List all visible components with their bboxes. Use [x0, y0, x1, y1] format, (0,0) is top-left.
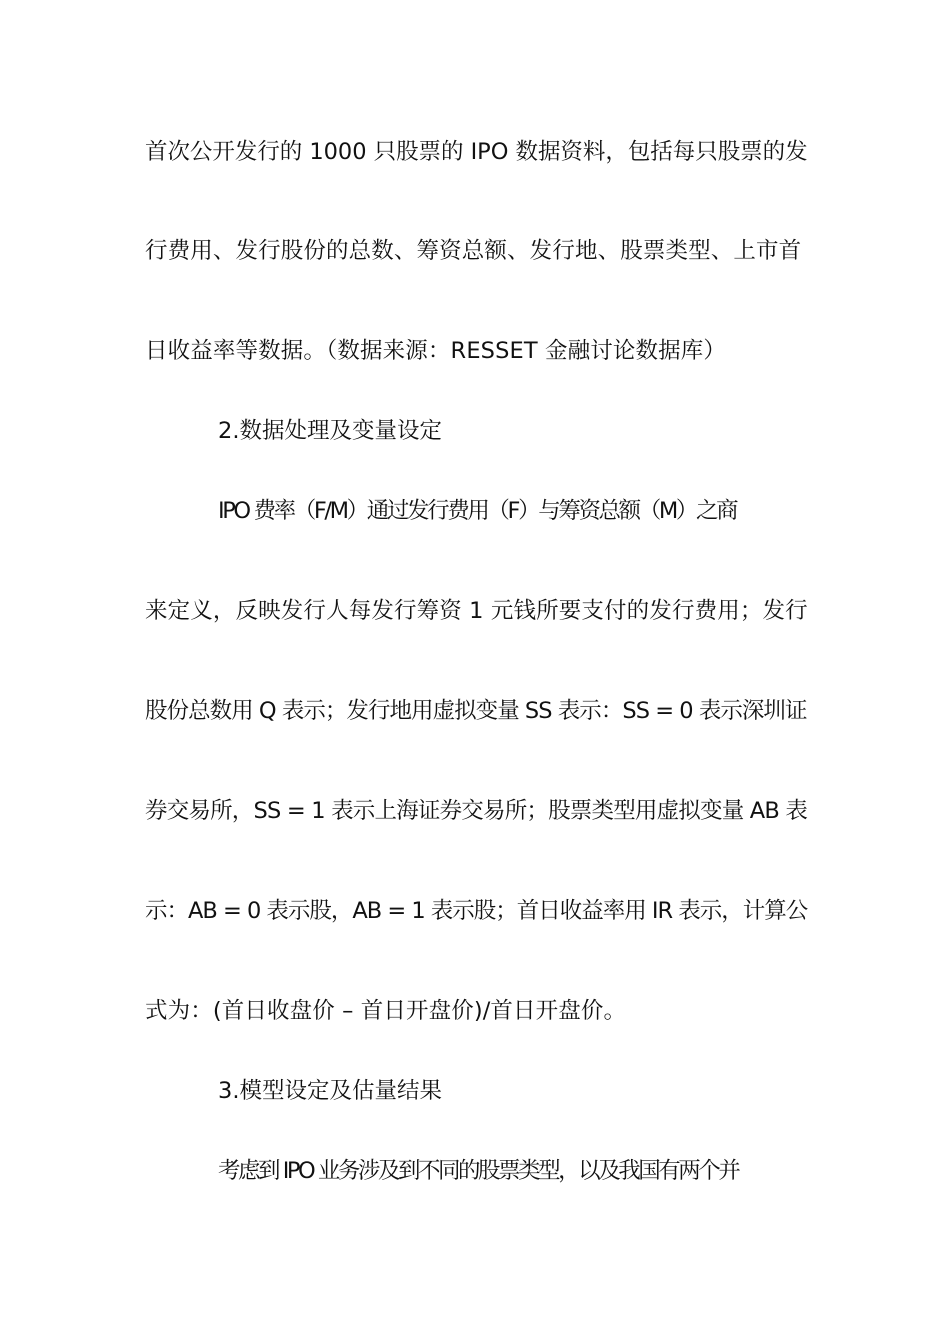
paragraph-2-line-4: 券交易所，SS = 1 表示上海证券交易所；股票类型用虚拟变量 AB 表	[145, 798, 808, 824]
paragraph-3-line-1: 考虑到 IPO 业务涉及到不同的股票类型，以及我国有两个并	[218, 1158, 739, 1184]
paragraph-1-line-1: 首次公开发行的 1000 只股票的 IPO 数据资料，包括每只股票的发	[145, 139, 808, 165]
paragraph-2-line-2: 来定义，反映发行人每发行筹资 1 元钱所要支付的发行费用；发行	[145, 598, 808, 624]
paragraph-2-line-6: 式为：(首日收盘价 – 首日开盘价)/首日开盘价。	[145, 998, 627, 1024]
paragraph-1-line-2: 行费用、发行股份的总数、筹资总额、发行地、股票类型、上市首	[145, 238, 802, 264]
section-3-heading: 3.模型设定及估量结果	[218, 1078, 442, 1104]
paragraph-2-line-5: 示：AB = 0 表示股，AB = 1 表示股；首日收益率用 IR 表示，计算公	[145, 898, 808, 924]
section-2-heading: 2.数据处理及变量设定	[218, 418, 442, 444]
paragraph-2-line-3: 股份总数用 Q 表示；发行地用虚拟变量 SS 表示：SS = 0 表示深圳证	[145, 698, 807, 724]
paragraph-1-line-3: 日收益率等数据。（数据来源：RESSET 金融讨论数据库）	[145, 338, 727, 364]
paragraph-2-line-1: IPO 费率（F/M）通过发行费用（F）与筹资总额（M）之商	[218, 498, 737, 524]
